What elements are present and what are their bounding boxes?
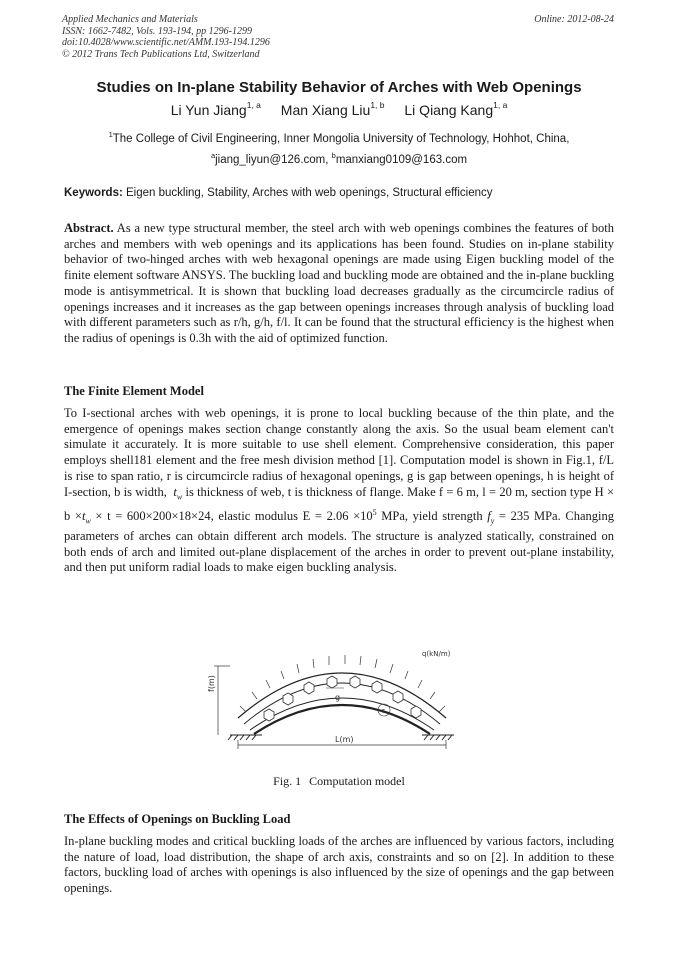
exponent: 5 [372,507,377,517]
author-name: Li Qiang Kang [404,102,494,118]
email-b: manxiang0109@163.com [335,154,468,166]
issn: ISSN: 1662-7482, Vols. 193-194, pp 1296-1299 [62,25,252,37]
para-text: MPa, yield strength [376,508,488,523]
para-text: To I-sectional arches with web openings, it is prone to local buckling because of the thin plate, and the emergence of openings makes section change constantly along the axis. So the usual beam element can't simulate it accurately. It is more suitable to use shell element. Comprehensive consideration, this paper employs shell181 element and the free mesh division method [1]. Computation model is shown in Fig.1, f/L is rise to span ratio, r is circumcircle radius of hexagonal openings, g is gap between openings, h is height of I-section, b is width, [64,406,614,499]
email-a: jiang_liyun@126.com, [215,154,332,166]
author [404,102,507,118]
radius-label: r [382,707,385,715]
author-list [0,100,678,118]
abstract-label: Abstract. [64,221,114,235]
journal-name: Applied Mechanics and Materials [62,14,198,25]
author-affil-sup: 1, b [370,100,385,110]
journal-meta [62,14,270,60]
symbol-tw [81,508,91,526]
affiliation-sup: 1 [108,130,113,139]
keywords [64,187,492,199]
para-text: is thickness of web, t is thickness of flange. Make f = 6 m, l = 20 m, section type H × b × [64,484,615,523]
email-a-sup: a [210,151,216,160]
online-date: Online: 2012-08-24 [534,14,614,25]
figure-caption [0,774,678,789]
doi: doi:10.4028/www.scientific.net/AMM.193-194.1296 [62,37,270,48]
rise-label: f(m) [207,675,216,692]
author-affil-sup: 1, a [246,100,261,110]
arch-inner-flange [254,705,430,734]
section-heading: The Effects of Openings on Buckling Load [64,812,291,826]
computation-model-figure [200,632,485,750]
author-name: Li Yun Jiang [170,102,247,118]
author-name: Man Xiang Liu [280,102,371,118]
affiliation [0,130,678,145]
para-text: × t = 600×200×18×24, elastic modulus E = 2.06 ×10 [90,508,373,523]
section-heading: The Finite Element Model [64,384,204,398]
symbol-sub: y [490,516,495,526]
abstract [64,221,614,347]
keywords-label: Keywords: [64,187,123,199]
author-affil-sup: 1, a [493,100,508,110]
symbol-tw [173,484,183,502]
figure-number: Fig. 1 [273,774,302,788]
abstract-text: As a new type structural member, the steel arch with web openings combines the features of both arches and members with web openings and its applications has been found. Studies on in-plane stability behavior of two-hinged arches with web hexagonal openings are made using Eigen buckling model of the finite element software ANSYS. The buckling load and buckling mode are obtained and the in-plane buckling mode is antisymmetrical. It is shown that buckling load decreases gradually as the circumcircle radius of openings increases and it increases as the gap between openings increases through analysis of buckling load with different parameters such as r/h, g/h, f/l. It can be found that the structural efficiency is the highest when the radius of openings is 0.3h with the aid of optimized function. [64,221,614,345]
author [171,102,261,118]
arch-web-bottom [250,698,434,730]
affiliation-text: The College of Civil Engineering, Inner Mongolia University of Technology, Hohhot, China, [112,133,570,145]
symbol-t: t [173,484,177,499]
section-paragraph: In-plane buckling modes and critical buckling loads of the arches are influenced by various factors, including the nature of load, load distribution, the shape of arch axis, constraints and so on [2]. In addition to these factors, buckling load of arches with openings is also influenced by the size of openings and the gap between openings. [64,834,614,896]
section-paragraph [64,406,614,576]
symbol-sub: w [85,516,91,526]
author [281,102,385,118]
load-label: q(kN/m) [422,650,451,658]
figure-caption-text: Computation model [309,774,405,788]
copyright: © 2012 Trans Tech Publications Ltd, Switzerland [62,48,260,60]
symbol-f: f [487,508,491,523]
symbol-sub: w [176,492,183,502]
para-text: = 235 MPa. Changing parameters of arches can obtain different arch models. The structure is analyzed statically, constrained on both ends of arch and limited out-plane displacement of the arches in order to prevent out-plane instability, and then put uniform radial loads to make eigen buckling analysis. [64,508,614,575]
email-b-sup: b [331,151,336,160]
span-label: L(m) [335,735,354,744]
keywords-text: Eigen buckling, Stability, Arches with web openings, Structural efficiency [122,187,493,199]
emails [0,151,678,166]
symbol-t: t [81,508,86,523]
paper-title: Studies on In-plane Stability Behavior of Arches with Web Openings [96,79,582,96]
gap-label: g [335,693,341,702]
